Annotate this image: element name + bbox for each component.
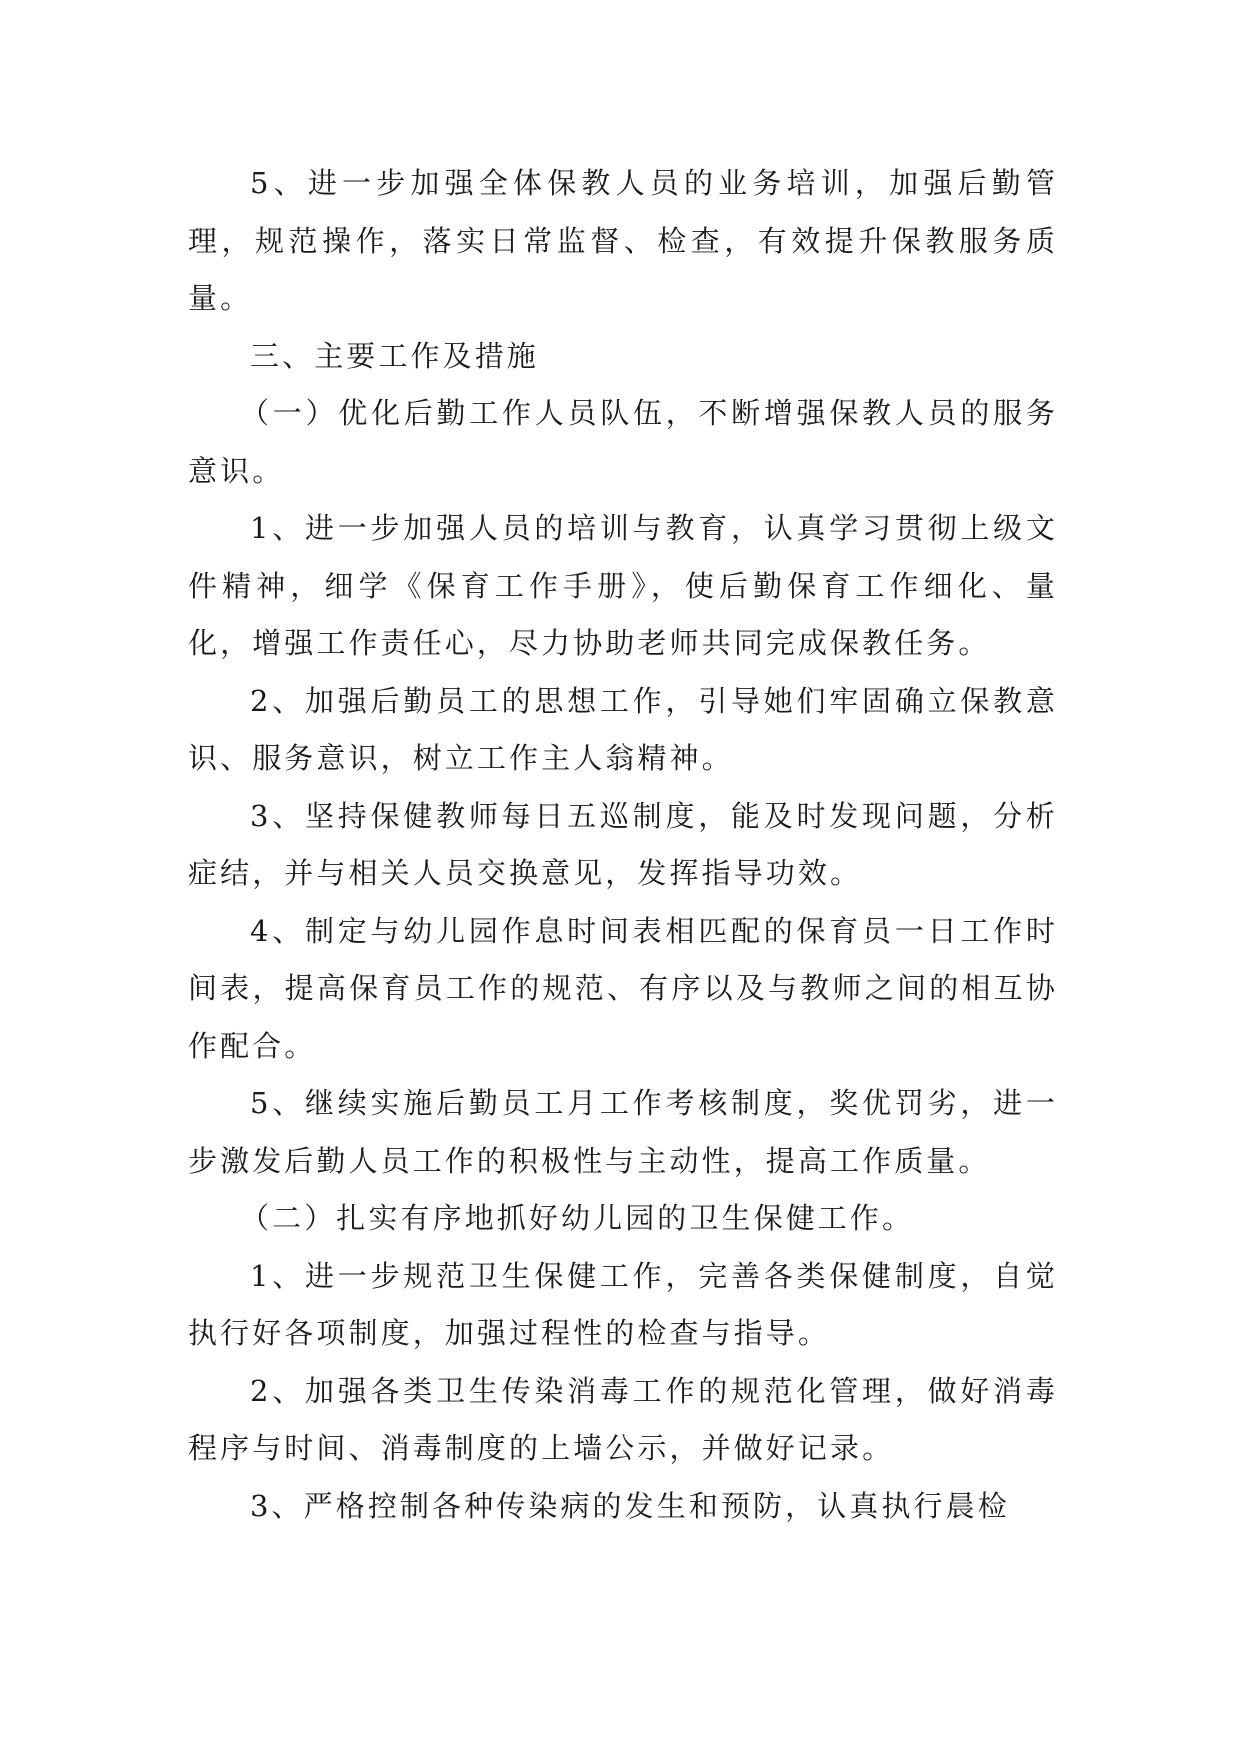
paragraph-item-5-training: 5、进一步加强全体保教人员的业务培训，加强后勤管理，规范操作，落实日常监督、检查，有效提升保教服务质量。 xyxy=(188,166,1058,315)
subsection-heading-2: （二）扎实有序地抓好幼儿园的卫生保健工作。 xyxy=(240,1201,915,1235)
paragraph-health-item-1: 1、进一步规范卫生保健工作，完善各类保健制度，自觉执行好各项制度，加强过程性的检查与指导。 xyxy=(188,1258,1058,1350)
paragraph-health-item-2: 2、加强各类卫生传染消毒工作的规范化管理，做好消毒程序与时间、消毒制度的上墙公示，并做好记录。 xyxy=(188,1373,1058,1465)
section-heading-main-work: 三、主要工作及措施 xyxy=(250,338,539,373)
paragraph-item-1: 1、进一步加强人员的培训与教育，认真学习贯彻上级文件精神，细学《保育工作手册》，使后勤保育工作细化、量化，增强工作责任心，尽力协助老师共同完成保教任务。 xyxy=(188,511,1058,660)
document-body xyxy=(188,155,1058,1535)
paragraph-item-5: 5、继续实施后勤员工月工作考核制度，奖优罚劣，进一步激发后勤人员工作的积极性与主动性，提高工作质量。 xyxy=(188,1086,1058,1178)
paragraph-health-item-3: 3、严格控制各种传染病的发生和预防，认真执行晨检 xyxy=(250,1488,1010,1523)
paragraph-item-4: 4、制定与幼儿园作息时间表相匹配的保育员一日工作时间表，提高保育员工作的规范、有序以及与教师之间的相互协作配合。 xyxy=(188,913,1058,1063)
subsection-heading-1: （一）优化后勤工作人员队伍，不断增强保教人员的服务意识。 xyxy=(188,396,1058,488)
paragraph-item-3: 3、坚持保健教师每日五巡制度，能及时发现问题，分析症结，并与相关人员交换意见，发挥指导功效。 xyxy=(188,798,1058,890)
paragraph-item-2: 2、加强后勤员工的思想工作，引导她们牢固确立保教意识、服务意识，树立工作主人翁精神。 xyxy=(188,683,1058,775)
